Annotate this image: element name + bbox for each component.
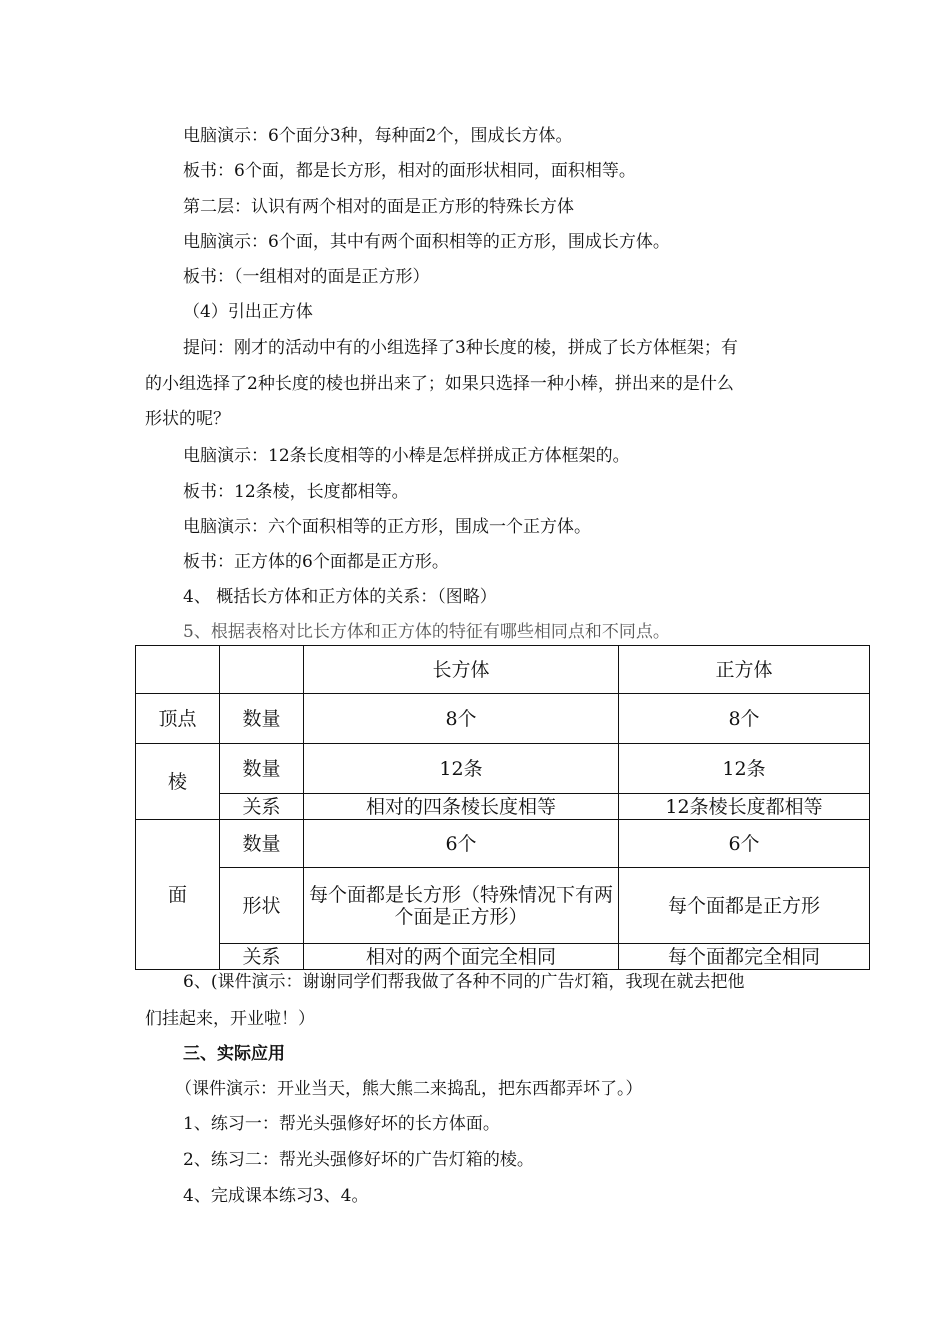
row-label: 数量 xyxy=(220,820,304,868)
row-label: 数量 xyxy=(220,744,304,794)
paragraph: 电脑演示：六个面积相等的正方形，围成一个正方体。 xyxy=(183,517,591,537)
section-heading: 第二层：认识有两个相对的面是正方形的特殊长方体 xyxy=(183,197,574,217)
paragraph: 4、 概括长方体和正方体的关系：（图略） xyxy=(183,587,497,607)
table-cell: 每个面都完全相同 xyxy=(619,944,870,970)
table-cell: 8个 xyxy=(619,694,870,744)
table-cell: 12条 xyxy=(304,744,619,794)
row-label: 数量 xyxy=(220,694,304,744)
table-row xyxy=(136,944,870,970)
table-cell: 8个 xyxy=(304,694,619,744)
table-header-cell: 正方体 xyxy=(619,646,870,694)
row-group-label: 顶点 xyxy=(136,694,220,744)
paragraph: 提问：刚才的活动中有的小组选择了3种长度的棱，拼成了长方体框架；有 xyxy=(183,338,738,358)
paragraph: 板书：6个面，都是长方形，相对的面形状相同，面积相等。 xyxy=(183,161,636,181)
table-header-row xyxy=(136,646,870,694)
paragraph: 6、(课件演示：谢谢同学们帮我做了各种不同的广告灯箱，我现在就去把他 xyxy=(183,972,745,992)
table-header-cell xyxy=(220,646,304,694)
table-cell: 12条棱长度都相等 xyxy=(619,794,870,820)
list-item: 4、完成课本练习3、4。 xyxy=(183,1186,369,1206)
table-cell: 6个 xyxy=(619,820,870,868)
table-cell: 12条 xyxy=(619,744,870,794)
row-label: 形状 xyxy=(220,868,304,944)
paragraph: 板书：（一组相对的面是正方形） xyxy=(183,267,430,287)
table-row xyxy=(136,868,870,944)
paragraph: 们挂起来，开业啦！） xyxy=(145,1009,315,1029)
table-cell: 6个 xyxy=(304,820,619,868)
list-item: 1、练习一：帮光头强修好坏的长方体面。 xyxy=(183,1114,500,1134)
table-header-cell: 长方体 xyxy=(304,646,619,694)
paragraph: 的小组选择了2种长度的棱也拼出来了；如果只选择一种小棒，拼出来的是什么 xyxy=(145,374,734,394)
list-item: 2、练习二：帮光头强修好坏的广告灯箱的棱。 xyxy=(183,1150,534,1170)
table-row xyxy=(136,794,870,820)
subsection-heading: （4）引出正方体 xyxy=(183,302,313,322)
table-header-cell xyxy=(136,646,220,694)
paragraph: 电脑演示：6个面，其中有两个面积相等的正方形，围成长方体。 xyxy=(183,232,670,252)
paragraph: （课件演示：开业当天，熊大熊二来捣乱，把东西都弄坏了。） xyxy=(175,1079,643,1099)
row-label: 关系 xyxy=(220,944,304,970)
paragraph: 板书：正方体的6个面都是正方形。 xyxy=(183,552,449,572)
table-caption: 5、根据表格对比长方体和正方体的特征有哪些相同点和不同点。 xyxy=(183,622,670,642)
paragraph: 电脑演示：6个面分3种，每种面2个，围成长方体。 xyxy=(183,126,573,146)
table-cell: 每个面都是长方形（特殊情况下有两个面是正方形） xyxy=(304,868,619,944)
table-row xyxy=(136,694,870,744)
table-row xyxy=(136,820,870,868)
paragraph: 电脑演示：12条长度相等的小棒是怎样拼成正方体框架的。 xyxy=(183,446,630,466)
paragraph: 形状的呢？ xyxy=(145,409,230,429)
row-group-label: 面 xyxy=(136,820,220,970)
comparison-table xyxy=(135,645,870,970)
table-cell: 相对的四条棱长度相等 xyxy=(304,794,619,820)
paragraph: 板书：12条棱，长度都相等。 xyxy=(183,482,409,502)
row-group-label: 棱 xyxy=(136,744,220,820)
table-cell: 每个面都是正方形 xyxy=(619,868,870,944)
table-row xyxy=(136,744,870,794)
table-cell: 相对的两个面完全相同 xyxy=(304,944,619,970)
section-heading: 三、实际应用 xyxy=(183,1044,285,1064)
row-label: 关系 xyxy=(220,794,304,820)
